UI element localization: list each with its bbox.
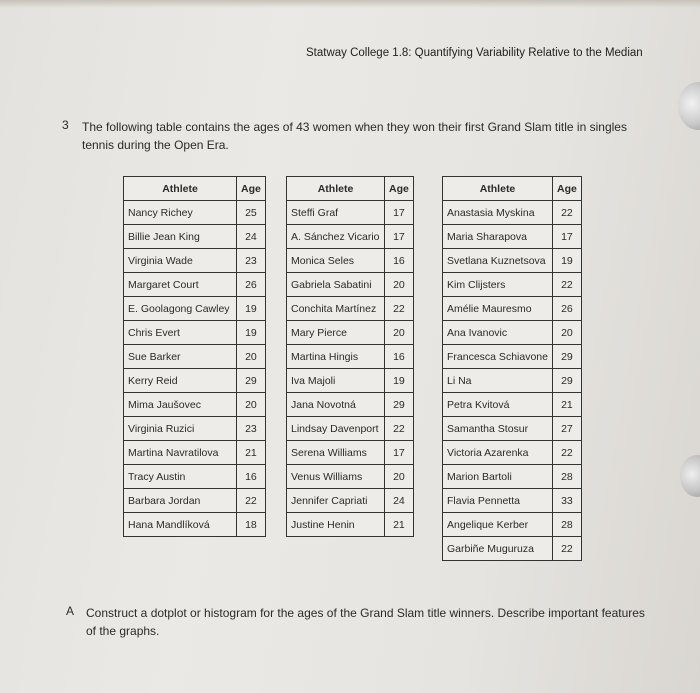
table-row [287, 369, 414, 393]
athlete-name-cell: Samantha Stosur [443, 417, 553, 441]
age-cell: 19 [237, 321, 266, 345]
age-cell: 20 [237, 345, 266, 369]
athlete-name-cell: Svetlana Kuznetsova [443, 249, 553, 273]
table-row [443, 369, 582, 393]
table-row [287, 225, 414, 249]
athlete-name-cell: Martina Navratilova [124, 441, 237, 465]
age-cell: 19 [552, 249, 581, 273]
age-cell: 18 [237, 513, 266, 537]
question-text: The following table contains the ages of 43 women when they won their first Grand Slam title in singles tennis during the Open Era. [82, 120, 627, 152]
table-row [124, 441, 266, 465]
age-cell: 21 [385, 513, 414, 537]
athlete-name-cell: Mary Pierce [287, 321, 385, 345]
table-row [287, 273, 414, 297]
athlete-name-cell: Maria Sharapova [443, 225, 553, 249]
part-a-label: A [66, 604, 75, 618]
athlete-name-cell: Serena Williams [287, 441, 385, 465]
age-cell: 29 [385, 393, 414, 417]
athlete-name-cell: Garbiñe Muguruza [443, 537, 553, 561]
table-row [287, 417, 414, 441]
table-row [287, 393, 414, 417]
age-cell: 24 [237, 225, 266, 249]
athlete-name-cell: Francesca Schiavone [443, 345, 553, 369]
age-cell: 16 [237, 465, 266, 489]
athlete-name-cell: Virginia Wade [124, 249, 237, 273]
table-row [287, 345, 414, 369]
table-row [124, 321, 266, 345]
table-row [124, 273, 266, 297]
table-row [287, 441, 414, 465]
table-row [443, 393, 582, 417]
table-row [124, 465, 266, 489]
athlete-column-header: Athlete [124, 177, 237, 201]
table-row [287, 489, 414, 513]
age-column-header: Age [552, 177, 581, 201]
age-cell: 26 [552, 297, 581, 321]
athlete-name-cell: Flavia Pennetta [443, 489, 553, 513]
athlete-name-cell: Mima Jaušovec [124, 393, 237, 417]
age-cell: 25 [237, 201, 266, 225]
table-row [124, 513, 266, 537]
athlete-name-cell: Tracy Austin [124, 465, 237, 489]
table-row [443, 513, 582, 537]
athlete-name-cell: Justine Henin [287, 513, 385, 537]
age-cell: 22 [552, 537, 581, 561]
age-cell: 24 [385, 489, 414, 513]
table-header-row [287, 177, 414, 201]
table-row [124, 297, 266, 321]
age-cell: 20 [552, 321, 581, 345]
table-row [287, 465, 414, 489]
table-row [124, 345, 266, 369]
age-cell: 20 [237, 393, 266, 417]
table-row [124, 249, 266, 273]
athlete-name-cell: Lindsay Davenport [287, 417, 385, 441]
table-row [443, 441, 582, 465]
age-cell: 29 [552, 345, 581, 369]
table-row [443, 273, 582, 297]
table-row [124, 393, 266, 417]
age-column-header: Age [237, 177, 266, 201]
part-a-text: Construct a dotplot or histogram for the ages of the Grand Slam title winners. Describe important features of the graphs. [86, 606, 645, 638]
table-row [124, 489, 266, 513]
age-cell: 20 [385, 273, 414, 297]
age-cell: 21 [237, 441, 266, 465]
age-cell: 20 [385, 321, 414, 345]
table-row [443, 417, 582, 441]
table-row [443, 225, 582, 249]
athlete-column-header: Athlete [287, 177, 385, 201]
ages-table-2 [286, 176, 414, 537]
athlete-name-cell: Chris Evert [124, 321, 237, 345]
athlete-name-cell: Victoria Azarenka [443, 441, 553, 465]
age-cell: 23 [237, 417, 266, 441]
age-cell: 27 [552, 417, 581, 441]
age-cell: 28 [552, 513, 581, 537]
athlete-name-cell: Steffi Graf [287, 201, 385, 225]
table-row [443, 465, 582, 489]
athlete-name-cell: Marion Bartoli [443, 465, 553, 489]
age-cell: 22 [552, 201, 581, 225]
age-cell: 28 [552, 465, 581, 489]
table-row [124, 225, 266, 249]
athlete-name-cell: Margaret Court [124, 273, 237, 297]
athlete-name-cell: A. Sánchez Vicario [287, 225, 385, 249]
table-row [124, 369, 266, 393]
athlete-name-cell: Venus Williams [287, 465, 385, 489]
table-header-row [124, 177, 266, 201]
age-cell: 19 [385, 369, 414, 393]
table-row [443, 201, 582, 225]
athlete-name-cell: Iva Majoli [287, 369, 385, 393]
athlete-name-cell: Jana Novotná [287, 393, 385, 417]
age-cell: 20 [385, 465, 414, 489]
table-row [443, 321, 582, 345]
athlete-column-header: Athlete [443, 177, 553, 201]
age-cell: 22 [552, 441, 581, 465]
athlete-name-cell: Hana Mandlíková [124, 513, 237, 537]
age-cell: 16 [385, 249, 414, 273]
athlete-name-cell: Conchita Martínez [287, 297, 385, 321]
age-column-header: Age [385, 177, 414, 201]
table-row [124, 201, 266, 225]
age-cell: 21 [552, 393, 581, 417]
athlete-name-cell: Sue Barker [124, 345, 237, 369]
table-row [287, 513, 414, 537]
table-row [443, 249, 582, 273]
age-cell: 29 [237, 369, 266, 393]
athlete-name-cell: Ana Ivanovic [443, 321, 553, 345]
ages-table-1 [123, 176, 266, 537]
athlete-name-cell: Gabriela Sabatini [287, 273, 385, 297]
athlete-name-cell: Martina Hingis [287, 345, 385, 369]
table-row [443, 297, 582, 321]
age-cell: 33 [552, 489, 581, 513]
athlete-name-cell: Li Na [443, 369, 553, 393]
athlete-name-cell: Anastasia Myskina [443, 201, 553, 225]
athlete-name-cell: Petra Kvitová [443, 393, 553, 417]
age-cell: 17 [385, 201, 414, 225]
athlete-name-cell: E. Goolagong Cawley [124, 297, 237, 321]
athlete-name-cell: Virginia Ruzici [124, 417, 237, 441]
table-header-row [443, 177, 582, 201]
athlete-name-cell: Billie Jean King [124, 225, 237, 249]
table-row [287, 321, 414, 345]
age-cell: 22 [552, 273, 581, 297]
table-row [443, 537, 582, 561]
age-cell: 23 [237, 249, 266, 273]
age-cell: 22 [385, 297, 414, 321]
table-row [124, 417, 266, 441]
age-cell: 17 [552, 225, 581, 249]
age-cell: 17 [385, 225, 414, 249]
age-cell: 22 [385, 417, 414, 441]
athlete-name-cell: Kim Clijsters [443, 273, 553, 297]
age-cell: 19 [237, 297, 266, 321]
page-top-shadow [0, 0, 700, 8]
table-row [443, 345, 582, 369]
table-row [443, 489, 582, 513]
age-cell: 17 [385, 441, 414, 465]
athlete-name-cell: Barbara Jordan [124, 489, 237, 513]
question-number: 3 [62, 118, 69, 132]
ages-table-3 [442, 176, 582, 561]
athlete-name-cell: Kerry Reid [124, 369, 237, 393]
athlete-name-cell: Amélie Mauresmo [443, 297, 553, 321]
age-cell: 29 [552, 369, 581, 393]
page-header-title: Statway College 1.8: Quantifying Variability Relative to the Median [306, 47, 643, 59]
age-cell: 22 [237, 489, 266, 513]
table-row [287, 201, 414, 225]
athlete-name-cell: Jennifer Capriati [287, 489, 385, 513]
age-cell: 26 [237, 273, 266, 297]
age-cell: 16 [385, 345, 414, 369]
athlete-name-cell: Monica Seles [287, 249, 385, 273]
athlete-name-cell: Angelique Kerber [443, 513, 553, 537]
athlete-name-cell: Nancy Richey [124, 201, 237, 225]
table-row [287, 249, 414, 273]
table-row [287, 297, 414, 321]
